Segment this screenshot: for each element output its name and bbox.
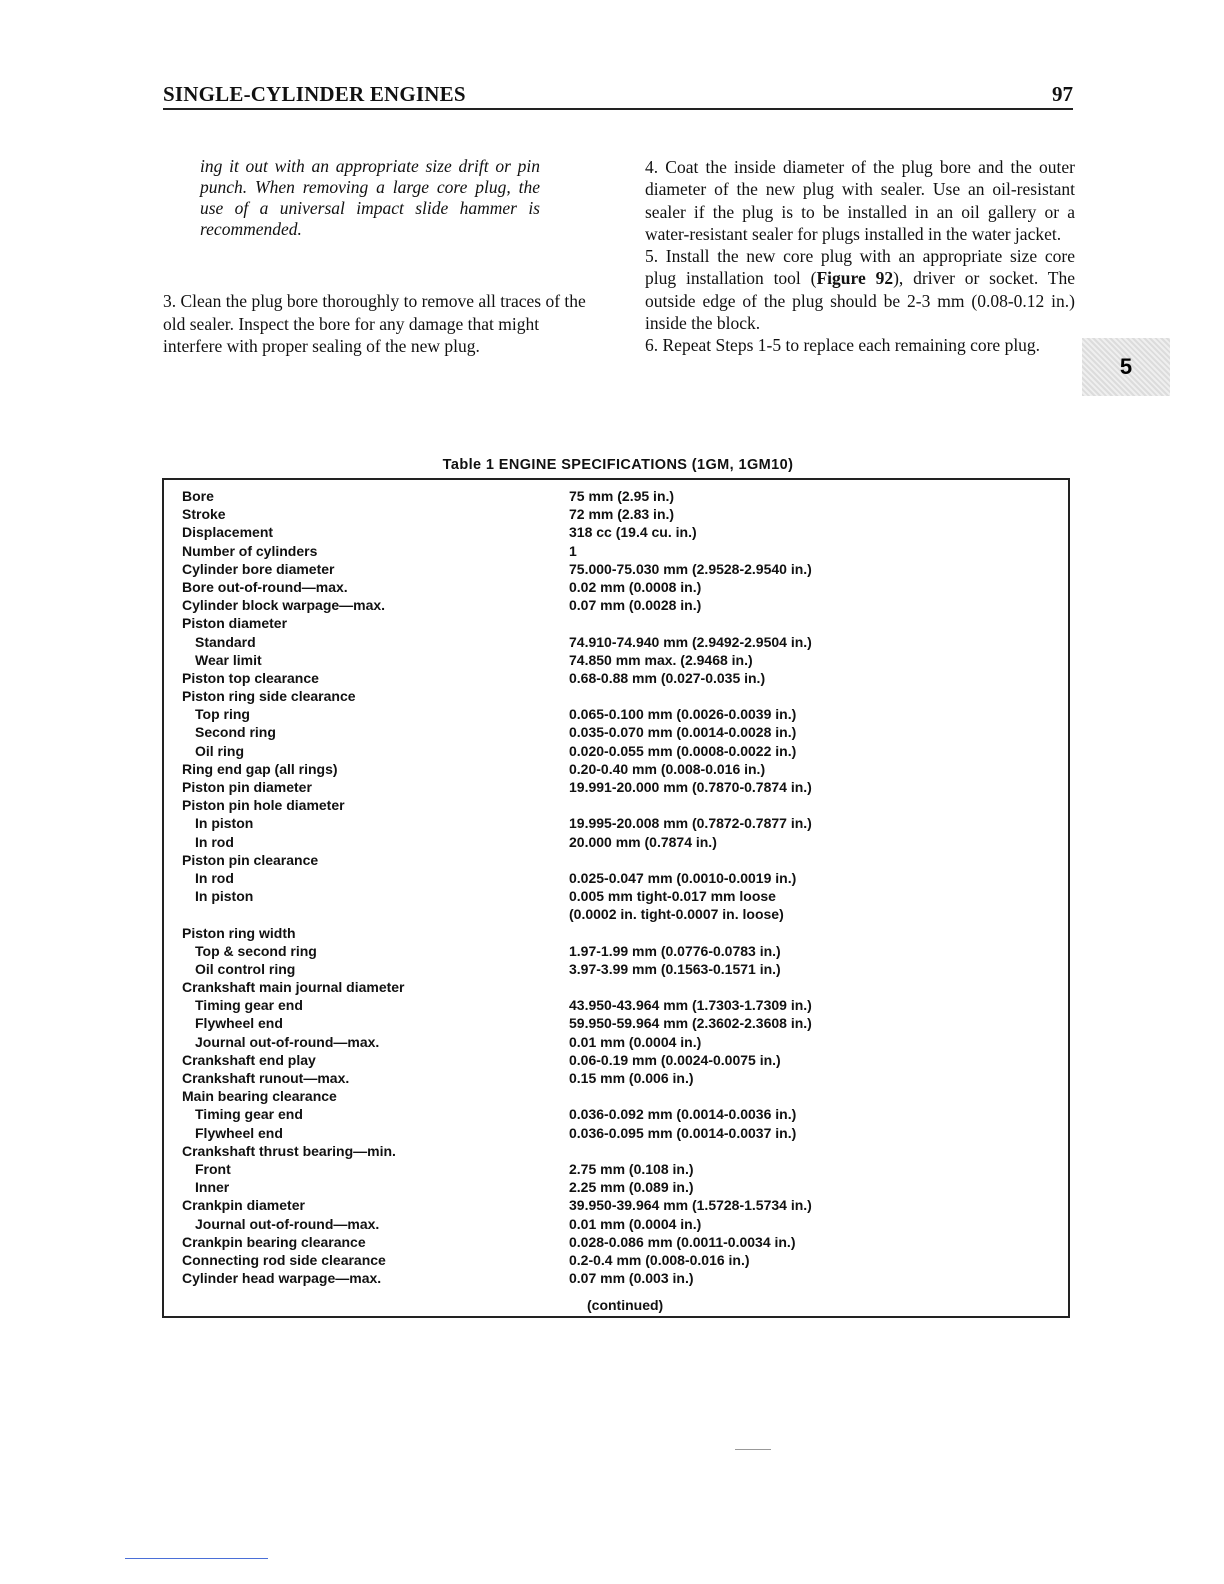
- spec-label: Crankshaft end play: [182, 1051, 316, 1068]
- spec-value: 0.20-0.40 mm (0.008-0.016 in.): [569, 760, 766, 777]
- spec-value: 0.020-0.055 mm (0.0008-0.0022 in.): [569, 742, 797, 759]
- spec-value: 19.995-20.008 mm (0.7872-0.7877 in.): [569, 815, 812, 832]
- spec-label: Bore out-of-round—max.: [182, 578, 348, 595]
- table-row: [164, 614, 1068, 632]
- step-3-paragraph: 3. Clean the plug bore thoroughly to remove all traces of the old sealer. Inspect the bore for any damage that might interfere with proper sealing of the new plug.: [163, 291, 586, 356]
- spec-label: Top & second ring: [195, 942, 317, 959]
- table-row: [164, 869, 1068, 887]
- spec-value: 0.036-0.095 mm (0.0014-0.0037 in.): [569, 1124, 797, 1141]
- spec-value: 72 mm (2.83 in.): [569, 506, 675, 523]
- table-row: [164, 1033, 1068, 1051]
- table-rows: [164, 487, 1068, 1287]
- spec-value: 74.850 mm max. (2.9468 in.): [569, 651, 753, 668]
- spec-value: 0.15 mm (0.006 in.): [569, 1070, 694, 1086]
- table-row: [164, 705, 1068, 723]
- table-row: [164, 669, 1068, 687]
- spec-label: Inner: [195, 1179, 230, 1196]
- table-row: [164, 578, 1068, 596]
- table-row: [164, 542, 1068, 560]
- table-row: [164, 651, 1068, 669]
- table-row: [164, 887, 1068, 905]
- table-row: [164, 978, 1068, 996]
- table-row: [164, 1087, 1068, 1105]
- table-row: [164, 1233, 1068, 1251]
- spec-label: Standard: [195, 633, 256, 650]
- spec-value: 0.07 mm (0.003 in.): [569, 1270, 694, 1287]
- table-row: [164, 1105, 1068, 1123]
- spec-value: 0.01 mm (0.0004 in.): [569, 1033, 702, 1050]
- table-row: [164, 523, 1068, 541]
- table-row: [164, 596, 1068, 614]
- spec-value: 0.07 mm (0.0028 in.): [569, 597, 702, 614]
- specifications-table: [162, 478, 1070, 1318]
- spec-value: 0.028-0.086 mm (0.0011-0.0034 in.): [569, 1233, 796, 1250]
- footer-divider: [735, 1449, 771, 1450]
- spec-label: Cylinder block warpage—max.: [182, 597, 386, 614]
- page-header: [163, 82, 1073, 110]
- spec-value: 19.991-20.000 mm (0.7870-0.7874 in.): [569, 779, 812, 795]
- spec-label: In rod: [195, 869, 234, 886]
- spec-label: Journal out-of-round—max.: [195, 1215, 380, 1232]
- spec-label: Ring end gap (all rings): [182, 760, 338, 777]
- spec-value: 20.000 mm (0.7874 in.): [569, 833, 717, 850]
- spec-label: Crankpin bearing clearance: [182, 1233, 366, 1250]
- spec-label: Cylinder head warpage—max.: [182, 1270, 382, 1287]
- spec-label: Cylinder bore diameter: [182, 560, 335, 577]
- table-row: [164, 1196, 1068, 1214]
- spec-label: In piston: [195, 888, 254, 905]
- spec-label: Stroke: [182, 506, 226, 523]
- spec-label: Second ring: [195, 724, 276, 741]
- table-row: [164, 1215, 1068, 1233]
- table-row: [164, 1124, 1068, 1142]
- spec-value: 74.910-74.940 mm (2.9492-2.9504 in.): [569, 633, 812, 650]
- table-row: [164, 633, 1068, 651]
- spec-value: 1.97-1.99 mm (0.0776-0.0783 in.): [569, 942, 781, 959]
- spec-label: Front: [195, 1160, 231, 1177]
- table-row: [164, 487, 1068, 505]
- spec-label: Crankshaft main journal diameter: [182, 979, 405, 996]
- spec-label: Flywheel end: [195, 1015, 283, 1032]
- spec-label: Timing gear end: [195, 997, 303, 1014]
- table-row: [164, 560, 1068, 578]
- spec-value: 2.25 mm (0.089 in.): [569, 1179, 694, 1196]
- spec-label: Piston ring width: [182, 924, 296, 941]
- table-row: [164, 505, 1068, 523]
- spec-label: Connecting rod side clearance: [182, 1251, 386, 1268]
- table-row: [164, 942, 1068, 960]
- table-title: Table 1 ENGINE SPECIFICATIONS (1GM, 1GM10): [442, 457, 794, 473]
- page-number: 97: [1052, 82, 1073, 106]
- spec-label: Number of cylinders: [182, 542, 318, 559]
- spec-label: In piston: [195, 815, 254, 832]
- spec-label: Wear limit: [195, 651, 262, 668]
- spec-label: Piston diameter: [182, 615, 288, 632]
- step-5-text-a: 5. Install the new core plug with an appropriate size core plug installation tool (: [645, 246, 1075, 289]
- spec-value: 3.97-3.99 mm (0.1563-0.1571 in.): [569, 960, 781, 977]
- table-row: [164, 924, 1068, 942]
- spec-label: Main bearing clearance: [182, 1088, 337, 1105]
- table-row: [164, 833, 1068, 851]
- note-text: ing it out with an appropriate size drift or pin punch. When removing a large core plug, the use of a universal impact slide hammer is recommended.: [200, 156, 540, 239]
- table-row: [164, 1069, 1068, 1087]
- spec-value: 0.065-0.100 mm (0.0026-0.0039 in.): [569, 706, 797, 723]
- spec-value: 0.68-0.88 mm (0.027-0.035 in.): [569, 669, 766, 686]
- chapter-tab-marker: 5: [1082, 338, 1170, 396]
- spec-value: 318 cc (19.4 cu. in.): [569, 524, 697, 541]
- figure-reference: Figure 92: [816, 268, 894, 289]
- spec-value: 43.950-43.964 mm (1.7303-1.7309 in.): [569, 997, 812, 1014]
- spec-label: Piston pin clearance: [182, 851, 319, 868]
- spec-value: (0.0002 in. tight-0.0007 in. loose): [569, 906, 784, 923]
- spec-label: Piston pin hole diameter: [182, 797, 345, 814]
- table-row: [164, 1251, 1068, 1269]
- chapter-title: SINGLE-CYLINDER ENGINES: [163, 82, 466, 106]
- spec-label: Bore: [182, 488, 214, 504]
- spec-label: Crankshaft runout—max.: [182, 1070, 350, 1086]
- spec-label: Oil ring: [195, 742, 244, 759]
- spec-label: Timing gear end: [195, 1106, 303, 1123]
- step-5-paragraph: [645, 245, 1075, 334]
- table-row: [164, 960, 1068, 978]
- spec-label: Piston ring side clearance: [182, 688, 356, 705]
- spec-value: 2.75 mm (0.108 in.): [569, 1160, 694, 1177]
- spec-value: 0.02 mm (0.0008 in.): [569, 578, 702, 595]
- table-continued-note: (continued): [587, 1297, 664, 1313]
- spec-value: 0.2-0.4 mm (0.008-0.016 in.): [569, 1251, 750, 1268]
- spec-label: Piston pin diameter: [182, 779, 312, 795]
- right-column: [645, 156, 1075, 357]
- spec-value: 0.025-0.047 mm (0.0010-0.0019 in.): [569, 869, 797, 886]
- spec-value: 0.036-0.092 mm (0.0014-0.0036 in.): [569, 1106, 797, 1123]
- step-6-paragraph: 6. Repeat Steps 1-5 to replace each remaining core plug.: [645, 335, 1041, 356]
- step-4-paragraph: 4. Coat the inside diameter of the plug bore and the outer diameter of the new plug with sealer. Use an oil-resistant sealer if the plug is to be installed in an oil gallery or a water-resistant sealer for plugs installed in the water jacket.: [645, 157, 1075, 244]
- table-row: [164, 851, 1068, 869]
- spec-value: 39.950-39.964 mm (1.5728-1.5734 in.): [569, 1197, 812, 1214]
- spec-value: 59.950-59.964 mm (2.3602-2.3608 in.): [569, 1015, 812, 1032]
- table-row: [164, 814, 1068, 832]
- table-row: [164, 1269, 1068, 1287]
- table-row: [164, 742, 1068, 760]
- spec-value: 1: [569, 542, 577, 559]
- table-row: [164, 723, 1068, 741]
- spec-value: 0.06-0.19 mm (0.0024-0.0075 in.): [569, 1051, 781, 1068]
- spec-label: Journal out-of-round—max.: [195, 1033, 380, 1050]
- spec-label: In rod: [195, 833, 234, 850]
- table-row: [164, 760, 1068, 778]
- spec-value: 0.035-0.070 mm (0.0014-0.0028 in.): [569, 724, 797, 741]
- spec-value: 75.000-75.030 mm (2.9528-2.9540 in.): [569, 560, 812, 577]
- table-row: [164, 796, 1068, 814]
- spec-label: Top ring: [195, 706, 250, 723]
- footer-rule: [125, 1558, 268, 1559]
- spec-value: 0.01 mm (0.0004 in.): [569, 1215, 702, 1232]
- table-row: [164, 1142, 1068, 1160]
- step-5-text-b: ), driver or socket. The outside edge of the plug should be 2-3 mm (0.08-0.12 in.) inside the block.: [645, 268, 1075, 334]
- spec-label: Piston top clearance: [182, 669, 319, 686]
- table-row: [164, 905, 1068, 923]
- table-row: [164, 996, 1068, 1014]
- table-row: [164, 687, 1068, 705]
- table-row: [164, 1160, 1068, 1178]
- table-row: [164, 778, 1068, 796]
- spec-label: Displacement: [182, 524, 274, 541]
- spec-label: Crankpin diameter: [182, 1197, 305, 1214]
- spec-value: 0.005 mm tight-0.017 mm loose: [569, 888, 776, 905]
- spec-value: 75 mm (2.95 in.): [569, 488, 675, 504]
- spec-label: Crankshaft thrust bearing—min.: [182, 1142, 396, 1159]
- table-row: [164, 1014, 1068, 1032]
- spec-label: Oil control ring: [195, 960, 296, 977]
- spec-label: Flywheel end: [195, 1124, 283, 1141]
- table-row: [164, 1051, 1068, 1069]
- table-row: [164, 1178, 1068, 1196]
